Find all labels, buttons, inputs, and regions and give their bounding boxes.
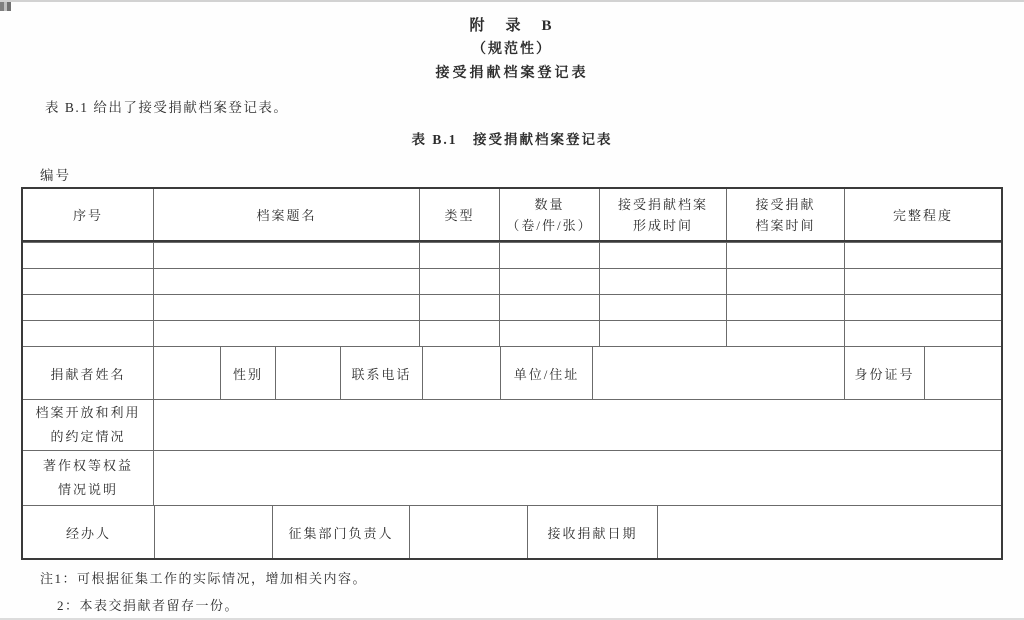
empty-cell xyxy=(420,295,500,320)
empty-cell xyxy=(600,321,727,346)
receive-date-label: 接收捐献日期 xyxy=(528,506,658,558)
header-quantity-line1: 数量 xyxy=(534,196,565,212)
open-use-label-line1: 档案开放和利用 xyxy=(35,405,141,420)
empty-cell xyxy=(154,243,420,268)
appendix-title: 接受捐献档案登记表 xyxy=(435,66,589,81)
handler-value-cell xyxy=(155,506,273,558)
intro-paragraph: 表 B.1 给出了接受捐献档案登记表。 xyxy=(45,100,289,115)
empty-cell xyxy=(154,321,420,346)
handler-row xyxy=(23,505,1001,558)
header-acceptance-time xyxy=(727,189,845,240)
footnote-2: 2：本表交捐献者留存一份。 xyxy=(57,598,240,613)
open-use-row xyxy=(23,399,1001,450)
empty-cell xyxy=(845,269,1001,294)
header-quantity xyxy=(500,189,600,240)
empty-cell xyxy=(500,269,600,294)
empty-cell xyxy=(727,321,845,346)
empty-cell xyxy=(500,321,600,346)
normative-label: （规范性） xyxy=(472,42,552,57)
header-completeness: 完整程度 xyxy=(892,208,953,223)
copyright-label-line1: 著作权等权益 xyxy=(42,458,133,473)
empty-cell xyxy=(420,321,500,346)
footnote-1: 注1：可根据征集工作的实际情况，增加相关内容。 xyxy=(40,571,368,586)
empty-cell xyxy=(420,269,500,294)
empty-cell xyxy=(420,243,500,268)
empty-cell xyxy=(500,243,600,268)
open-use-value-cell xyxy=(154,400,1001,450)
empty-cell xyxy=(727,295,845,320)
empty-cell xyxy=(23,321,154,346)
department-head-value-cell xyxy=(410,506,528,558)
table-header-row xyxy=(23,189,1001,242)
gender-value-cell xyxy=(276,347,341,399)
handler-label: 经办人 xyxy=(23,506,155,558)
phone-value-cell xyxy=(423,347,501,399)
header-quantity-line2: （卷/件/张） xyxy=(506,217,593,233)
header-acceptance-line1: 接受捐献 xyxy=(755,196,816,212)
donor-name-value-cell xyxy=(154,347,221,399)
empty-cell xyxy=(154,295,420,320)
empty-cell xyxy=(154,269,420,294)
empty-cell xyxy=(23,269,154,294)
receive-date-value-cell xyxy=(658,506,1001,558)
appendix-label: 附 录 B xyxy=(469,18,555,34)
empty-cell xyxy=(600,269,727,294)
id-number-value-cell xyxy=(925,347,1001,399)
donor-info-row xyxy=(23,346,1001,399)
empty-cell xyxy=(23,295,154,320)
copyright-row xyxy=(23,450,1001,505)
header-acceptance-line2: 档案时间 xyxy=(755,217,816,233)
address-value-cell xyxy=(593,347,845,399)
copyright-value-cell xyxy=(154,451,1001,505)
copyright-label xyxy=(23,451,154,505)
entry-row-3 xyxy=(23,294,1001,320)
donor-name-label: 捐献者姓名 xyxy=(23,347,154,399)
empty-cell xyxy=(727,269,845,294)
header-type: 类型 xyxy=(420,189,500,240)
entry-row-4 xyxy=(23,320,1001,346)
gender-label: 性别 xyxy=(221,347,276,399)
copyright-label-line2: 情况说明 xyxy=(57,482,118,497)
open-use-label xyxy=(23,400,154,450)
id-number-label: 身份证号 xyxy=(845,347,925,399)
header-serial: 序号 xyxy=(23,189,154,240)
header-archive-title: 档案题名 xyxy=(154,189,420,240)
empty-cell xyxy=(500,295,600,320)
serial-number-label: 编号 xyxy=(40,168,71,183)
entry-row-1 xyxy=(23,242,1001,268)
department-head-label: 征集部门负责人 xyxy=(273,506,410,558)
phone-label: 联系电话 xyxy=(341,347,423,399)
empty-cell xyxy=(600,295,727,320)
entry-row-2 xyxy=(23,268,1001,294)
header-formation-line2: 形成时间 xyxy=(632,217,693,233)
empty-cell xyxy=(23,243,154,268)
empty-cell xyxy=(600,243,727,268)
table-caption: 表 B.1 接受捐献档案登记表 xyxy=(411,132,613,147)
address-label: 单位/住址 xyxy=(501,347,593,399)
scan-artifact xyxy=(0,2,11,11)
empty-cell xyxy=(845,295,1001,320)
header-formation-line1: 接受捐献档案 xyxy=(617,196,708,212)
empty-cell xyxy=(727,243,845,268)
header-formation-time xyxy=(600,189,727,240)
empty-cell xyxy=(845,243,1001,268)
empty-cell xyxy=(845,321,1001,346)
registration-table xyxy=(21,187,1003,560)
open-use-label-line2: 的约定情况 xyxy=(50,429,126,444)
